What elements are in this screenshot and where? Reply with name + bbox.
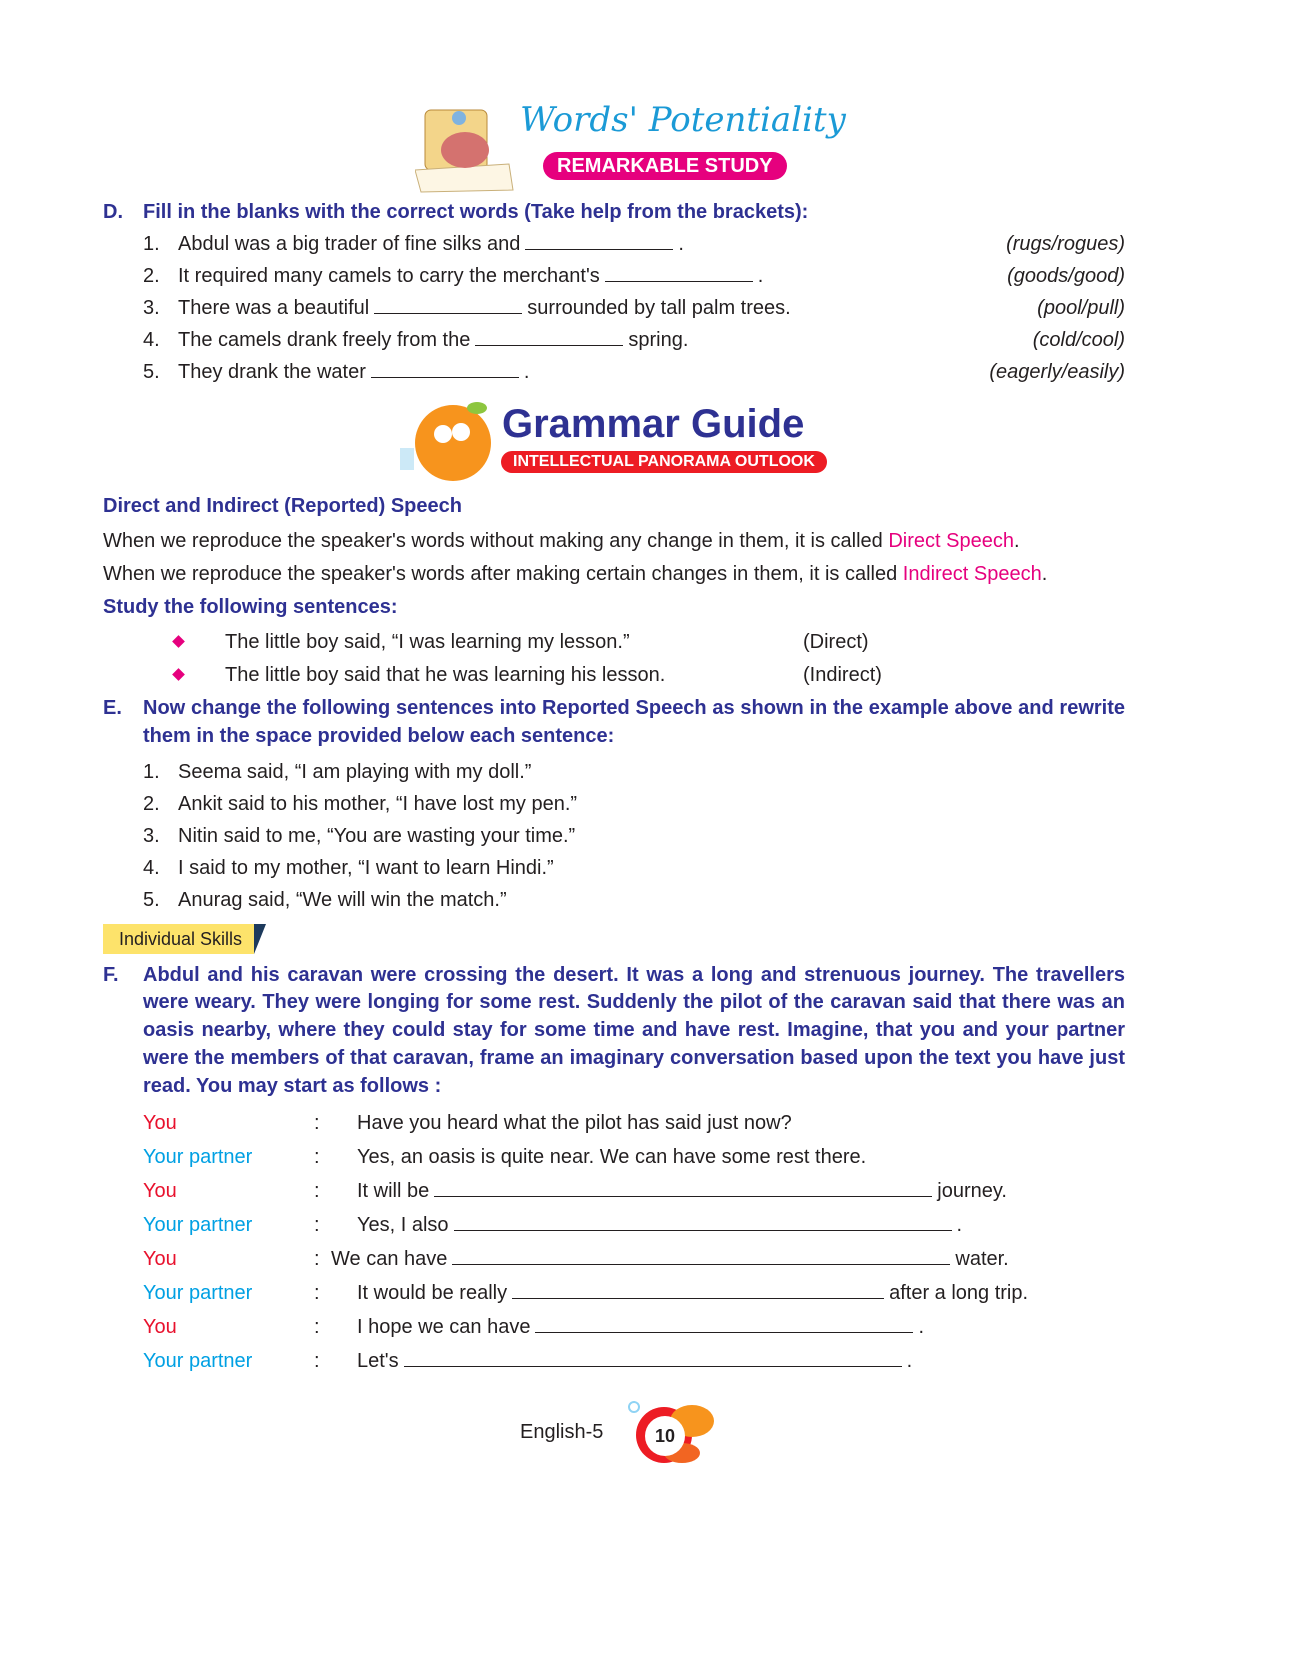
period: . — [1041, 563, 1048, 585]
dialogue-row — [0, 1243, 1296, 1277]
direct-speech-sentence: I said to my mother, “I want to learn Hindi.” — [178, 856, 554, 879]
fill-blank-sentence — [178, 231, 684, 257]
section-d-instruction: Fill in the blanks with the correct words (Take help from the brackets): — [143, 201, 809, 223]
page-number-badge — [612, 1393, 722, 1468]
tag-corner-icon — [254, 924, 266, 954]
dialogue-end: after a long trip. — [889, 1281, 1029, 1304]
dialogue-line — [357, 1348, 912, 1374]
item-number: 3. — [143, 297, 160, 319]
fill-blank-sentence — [178, 327, 688, 353]
colon: : — [314, 1247, 320, 1270]
sentence-end: . — [523, 361, 530, 383]
section-f-letter: F. — [103, 963, 119, 986]
speaker-label: You — [143, 1111, 177, 1134]
grammar-guide-logo — [395, 398, 835, 483]
sentence-end: . — [757, 265, 764, 287]
answer-blank[interactable] — [525, 231, 673, 250]
individual-skills-label: Individual Skills — [103, 924, 254, 954]
hint-options: (eagerly/easily) — [989, 361, 1125, 383]
colon: : — [314, 1111, 320, 1134]
dog-reading-book-icon — [415, 102, 515, 194]
study-heading: Study the following sentences: — [103, 596, 398, 618]
dialogue-text: Yes, an oasis is quite near. We can have some rest there. — [357, 1145, 867, 1168]
dialogue-text: I hope we can have — [357, 1315, 531, 1338]
words-potentiality-logo — [415, 98, 846, 194]
dialogue-end: . — [906, 1349, 913, 1372]
dialogue-row — [0, 1209, 1296, 1243]
section-f — [0, 962, 1296, 1101]
colon: : — [314, 1315, 320, 1338]
response-blank[interactable] — [512, 1280, 884, 1299]
dialogue-row — [0, 1345, 1296, 1379]
item-number: 1. — [143, 760, 160, 783]
section-e-letter: E. — [103, 697, 122, 719]
response-blank[interactable] — [452, 1246, 950, 1265]
orange-mascot-icon — [395, 398, 495, 483]
example-sentence: The little boy said, “I was learning my lesson.” — [225, 631, 630, 653]
colon: : — [314, 1213, 320, 1236]
indirect-speech-definition — [103, 561, 1047, 587]
answer-blank[interactable] — [605, 263, 753, 282]
sentence-start: There was a beautiful — [178, 297, 370, 319]
dialogue-row — [0, 1141, 1296, 1175]
direct-speech-sentence: Ankit said to his mother, “I have lost my pen.” — [178, 792, 578, 815]
hint-options: (rugs/rogues) — [1006, 233, 1125, 255]
direct-speech-definition — [103, 528, 1020, 554]
dialogue-end: journey. — [937, 1179, 1007, 1202]
dialogue-text: We can have — [331, 1247, 448, 1270]
colon: : — [314, 1281, 320, 1304]
section-e-items — [0, 756, 1296, 916]
sentence-end: surrounded by tall palm trees. — [527, 297, 791, 319]
dialogue-line — [357, 1110, 792, 1136]
hint-options: (goods/good) — [1007, 265, 1125, 287]
section-f-instruction: Abdul and his caravan were crossing the desert. It was a long and strenuous journey. The travellers were weary. They were longing for some rest. Suddenly the pilot of the caravan said that there was an oasis nearby, where they could stay for some time and have rest. Imagine, that you and your partner were the members of that caravan, frame an imaginary conversation based upon the text you have just read. You may start as follows : — [143, 963, 1125, 1097]
dialogue-end: water. — [955, 1247, 1009, 1270]
item-number: 4. — [143, 329, 160, 351]
dialogue-text: Have you heard what the pilot has said just now? — [357, 1111, 792, 1134]
item-number: 5. — [143, 888, 160, 911]
bullet-icon — [172, 635, 185, 648]
sentence-start: Abdul was a big trader of fine silks and — [178, 233, 521, 255]
list-item — [0, 820, 1296, 852]
remarkable-study-badge: REMARKABLE STUDY — [543, 152, 787, 180]
speaker-label: Your partner — [143, 1145, 253, 1168]
lower-content — [0, 695, 1296, 1469]
speaker-label: You — [143, 1247, 177, 1270]
direct-speech-sentence: Nitin said to me, “You are wasting your time.” — [178, 824, 576, 847]
item-number: 3. — [143, 824, 160, 847]
definition-text: When we reproduce the speaker's words without making any change in them, it is called — [103, 530, 889, 552]
colon: : — [314, 1145, 320, 1168]
direct-speech-sentence: Anurag said, “We will win the match.” — [178, 888, 507, 911]
example-type: (Indirect) — [803, 664, 882, 686]
sentence-start: They drank the water — [178, 361, 366, 383]
list-item — [0, 852, 1296, 884]
speaker-label: Your partner — [143, 1213, 253, 1236]
response-blank[interactable] — [404, 1348, 902, 1367]
definition-text: When we reproduce the speaker's words after making certain changes in them, it is called — [103, 563, 903, 585]
speaker-label: Your partner — [143, 1281, 253, 1304]
page-number: 10 — [654, 1425, 676, 1446]
sentence-start: The camels drank freely from the — [178, 329, 471, 351]
dialogue-row — [0, 1277, 1296, 1311]
dialogue-row — [0, 1311, 1296, 1345]
dialogue-line — [357, 1144, 866, 1170]
dialogue-text: It would be really — [357, 1281, 508, 1304]
footer-book-label: English-5 — [520, 1420, 604, 1443]
dialogue-end: . — [956, 1213, 963, 1236]
sentence-end: spring. — [628, 329, 689, 351]
panorama-outlook-badge: INTELLECTUAL PANORAMA OUTLOOK — [501, 451, 827, 473]
speaker-label: Your partner — [143, 1349, 253, 1372]
answer-blank[interactable] — [371, 359, 519, 378]
term-direct-speech: Direct Speech — [888, 530, 1014, 552]
dialogue-line — [357, 1280, 1028, 1306]
list-item — [0, 756, 1296, 788]
period: . — [1013, 530, 1020, 552]
dialogue-text: Let's — [357, 1349, 399, 1372]
individual-skills-tag — [0, 924, 1296, 954]
direct-speech-sentence: Seema said, “I am playing with my doll.” — [178, 760, 532, 783]
response-blank[interactable] — [454, 1212, 952, 1231]
fill-blank-sentence — [178, 295, 791, 321]
dialogue-line — [357, 1314, 924, 1340]
hint-options: (cold/cool) — [1032, 329, 1125, 351]
item-number: 2. — [143, 792, 160, 815]
dialogue-text: Yes, I also — [357, 1213, 449, 1236]
grammar-heading: Direct and Indirect (Reported) Speech — [103, 495, 462, 517]
bullet-icon — [172, 668, 185, 681]
colon: : — [314, 1179, 320, 1202]
words-potentiality-title: Words' Potentiality — [520, 100, 846, 140]
term-indirect-speech: Indirect Speech — [902, 563, 1042, 585]
colon: : — [314, 1349, 320, 1372]
item-number: 1. — [143, 233, 160, 255]
section-e-instruction: Now change the following sentences into Reported Speech as shown in the example above and rewrite them in the space provided below each sentence: — [143, 697, 1125, 747]
grammar-guide-title: Grammar Guide — [502, 402, 805, 446]
dialogue-line — [357, 1178, 1007, 1204]
item-number: 5. — [143, 361, 160, 383]
speaker-label: You — [143, 1179, 177, 1202]
sentence-start: It required many camels to carry the merchant's — [178, 265, 600, 287]
dialogue-line — [357, 1212, 962, 1238]
response-blank[interactable] — [535, 1314, 913, 1333]
list-item — [0, 884, 1296, 916]
section-d-letter: D. — [103, 201, 123, 223]
answer-blank[interactable] — [475, 327, 623, 346]
sentence-end: . — [678, 233, 684, 255]
dialogue — [0, 1107, 1296, 1379]
example-sentence: The little boy said that he was learning his lesson. — [225, 664, 666, 686]
fill-blank-sentence — [178, 263, 763, 289]
dialogue-text: It will be — [357, 1179, 430, 1202]
dialogue-end: . — [918, 1315, 925, 1338]
answer-blank[interactable] — [374, 295, 522, 314]
dialogue-row — [0, 1175, 1296, 1209]
dialogue-line — [331, 1246, 1009, 1272]
item-number: 4. — [143, 856, 160, 879]
speaker-label: You — [143, 1315, 177, 1338]
dialogue-row — [0, 1107, 1296, 1141]
footer — [0, 1393, 1296, 1469]
item-number: 2. — [143, 265, 160, 287]
hint-options: (pool/pull) — [1037, 297, 1125, 319]
response-blank[interactable] — [434, 1178, 932, 1197]
fill-blank-sentence — [178, 359, 529, 385]
example-type: (Direct) — [803, 631, 869, 653]
list-item — [0, 788, 1296, 820]
section-e — [0, 695, 1296, 751]
